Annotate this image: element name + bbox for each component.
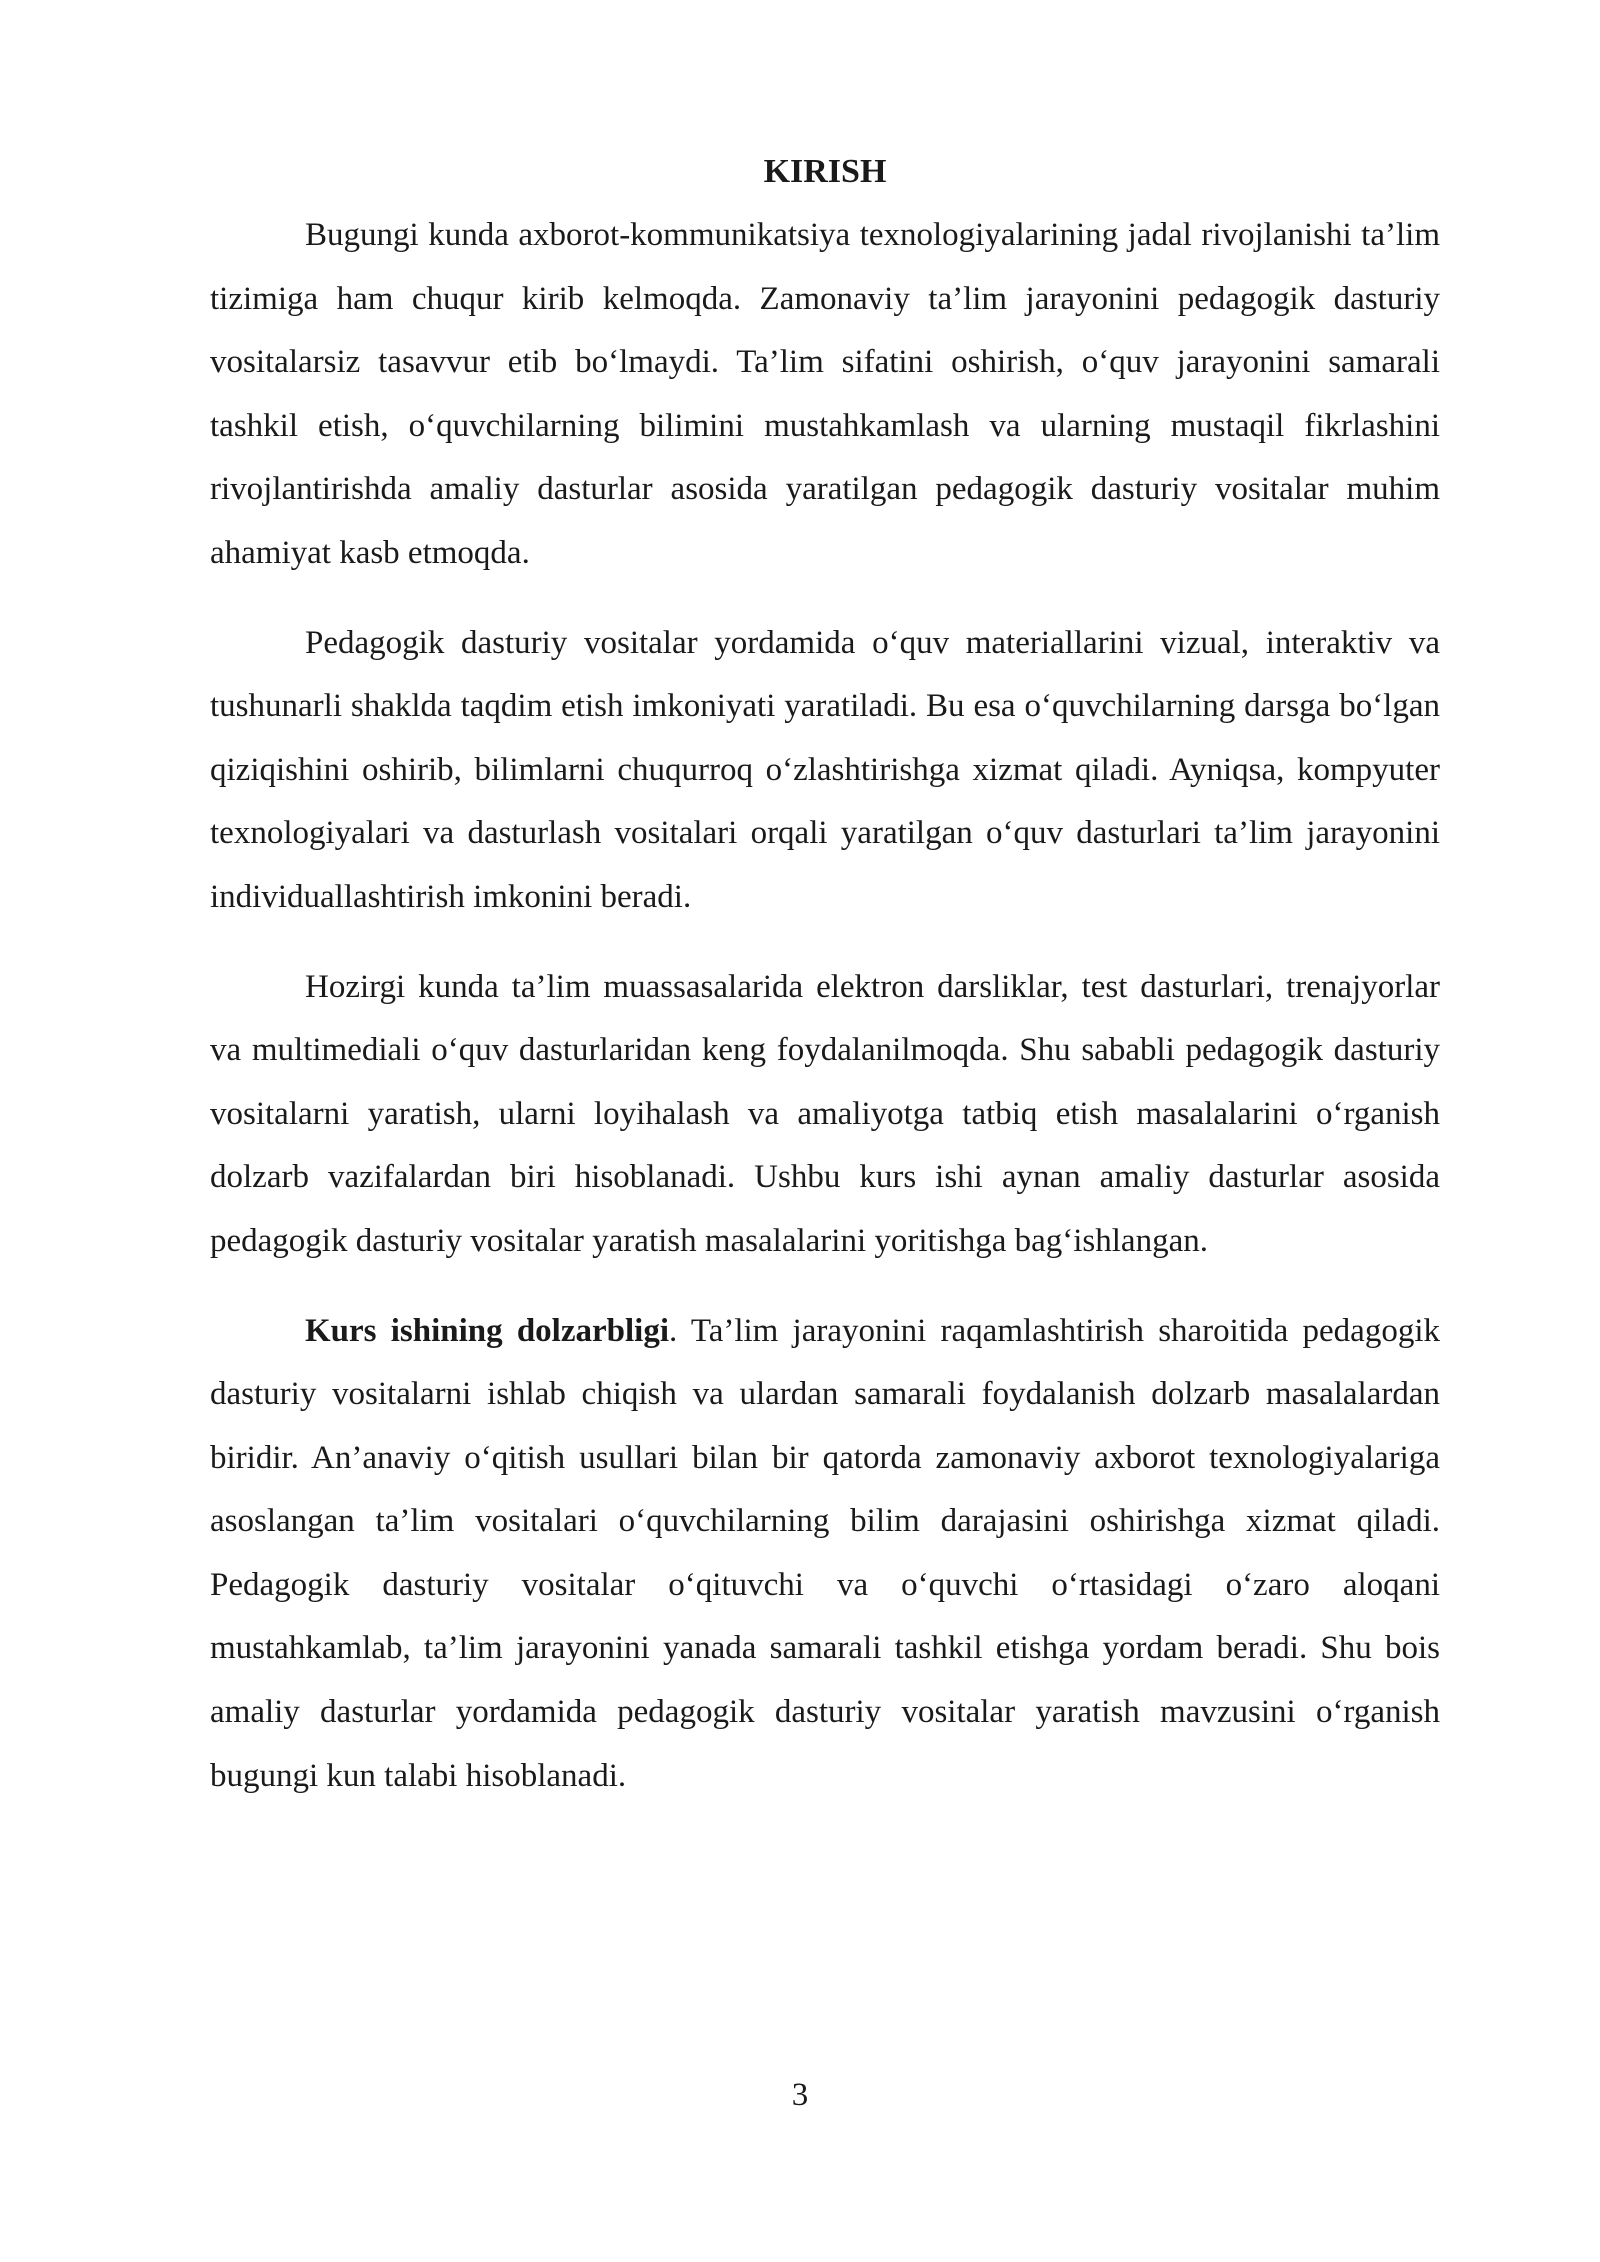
paragraph-1-text: Bugungi kunda axborot-kommunikatsiya texnologiyalarining jadal rivojlanishi ta’lim tizimiga ham chuqur kirib kelmoqda. Zamonaviy ta’lim jarayonini pedagogik dasturiy vositalarsiz tasavvur etib bo‘lmaydi. Ta’lim sifatini oshirish, o‘quv jarayonini samarali tashkil etish, o‘quvchilarning bilimini mustahkamlash va ularning mustaqil fikrlashini rivojlantirishda amaliy dasturlar asosida yaratilgan pedagogik dasturiy vositalar muhim ahamiyat kasb etmoqda. bbox=[210, 217, 1440, 571]
page-number: 3 bbox=[791, 2077, 809, 2113]
paragraph-4-bold-lead: Kurs ishining dolzarbligi bbox=[305, 1312, 669, 1349]
paragraph-3 bbox=[210, 956, 1440, 1274]
paragraph-2 bbox=[210, 612, 1440, 930]
paragraph-4 bbox=[210, 1300, 1440, 1809]
section-heading: KIRISH bbox=[763, 153, 887, 190]
page-content bbox=[210, 148, 1440, 1808]
paragraph-1 bbox=[210, 204, 1440, 586]
paragraph-4-text: . Ta’lim jarayonini raqamlashtirish sharoitida pedagogik dasturiy vositalarni ishlab chiqish va ulardan samarali foydalanish dolzarb masalalardan biridir. An’anaviy o‘qitish usullari bilan bir qatorda zamonaviy axborot texnologiyalariga asoslangan ta’lim vositalari o‘quvchilarning bilim darajasini oshirishga xizmat qiladi. Pedagogik dasturiy vositalar o‘qituvchi va o‘quvchi o‘rtasidagi o‘zaro aloqani mustahkamlab, ta’lim jarayonini yanada samarali tashkil etishga yordam beradi. Shu bois amaliy dasturlar yordamida pedagogik dasturiy vositalar yaratish mavzusini o‘rganish bugungi kun talabi hisoblanadi. bbox=[210, 1312, 1440, 1794]
paragraph-2-text: Pedagogik dasturiy vositalar yordamida o‘quv materiallarini vizual, interaktiv va tushunarli shaklda taqdim etish imkoniyati yaratiladi. Bu esa o‘quvchilarning darsga bo‘lgan qiziqishini oshirib, bilimlarni chuqurroq o‘zlashtirishga xizmat qiladi. Ayniqsa, kompyuter texnologiyalari va dasturlash vositalari orqali yaratilgan o‘quv dasturlari ta’lim jarayonini individuallashtirish imkonini beradi. bbox=[210, 624, 1440, 915]
paragraph-3-text: Hozirgi kunda ta’lim muassasalarida elektron darsliklar, test dasturlari, trenajyorlar va multimediali o‘quv dasturlaridan keng foydalanilmoqda. Shu sababli pedagogik dasturiy vositalarni yaratish, ularni loyihalash va amaliyotga tatbiq etish masalalarini o‘rganish dolzarb vazifalardan biri hisoblanadi. Ushbu kurs ishi aynan amaliy dasturlar asosida pedagogik dasturiy vositalar yaratish masalalarini yoritishga bag‘ishlangan. bbox=[210, 968, 1440, 1259]
